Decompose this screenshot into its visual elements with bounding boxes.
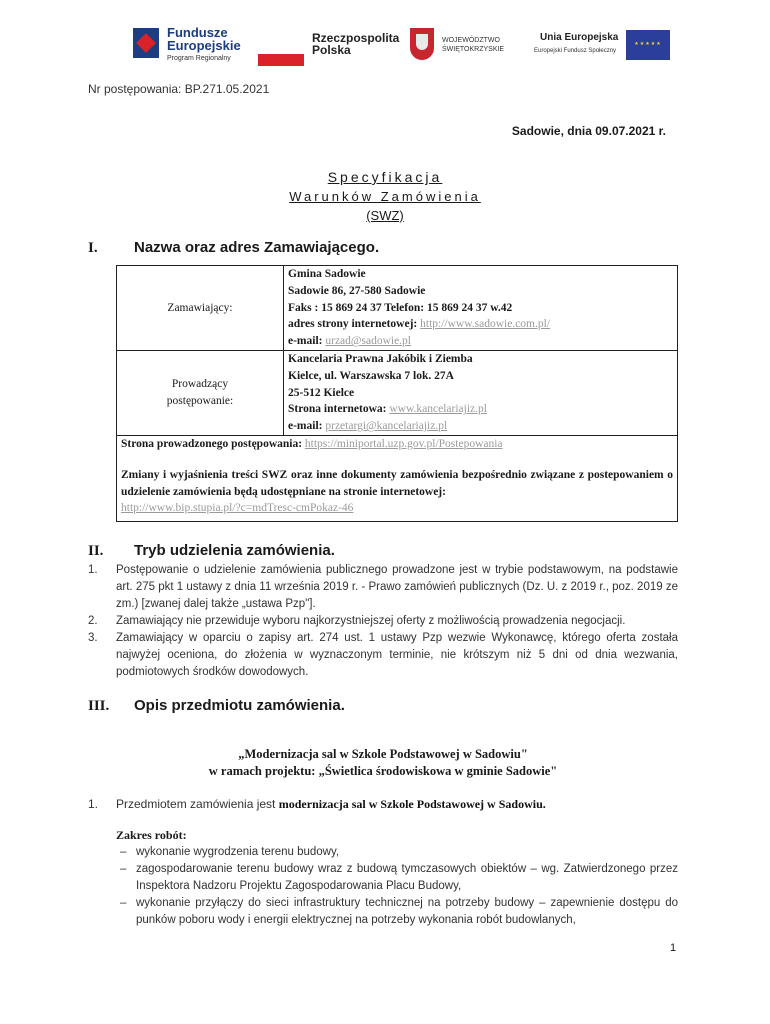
- prow-mail-row: [288, 418, 673, 435]
- logo-ue-line2: Europejski Fundusz Społeczny: [534, 48, 617, 54]
- procedure-number: Nr postępowania: BP.271.05.2021: [88, 82, 270, 96]
- logo-sw-line2: ŚWIĘTOKRZYSKIE: [442, 46, 505, 53]
- prow-mail-label: e-mail:: [288, 420, 323, 433]
- eu-flag-icon: ★★★★★: [626, 30, 670, 60]
- portal-link[interactable]: https://miniportal.uzp.gov.pl/Postepowania: [304, 437, 503, 450]
- logo-rp-text: [312, 32, 399, 56]
- zam-mail-link[interactable]: urzad@sadowie.pl: [325, 335, 411, 348]
- zam-www-link[interactable]: http://www.sadowie.com.pl/: [420, 318, 551, 331]
- table-row-portal: [117, 435, 678, 521]
- section-1-title: Nazwa oraz adres Zamawiającego.: [134, 239, 380, 256]
- list-item-number: 2.: [88, 615, 98, 627]
- section-2-title: Tryb udzielenia zamówienia.: [134, 542, 335, 559]
- prow-name: Kancelaria Prawna Jakóbik i Ziemba: [288, 352, 473, 365]
- prow-www-row: [288, 401, 673, 418]
- zamawiajacy-label: [117, 266, 284, 351]
- zam-address: Sadowie 86, 27-580 Sadowie: [288, 284, 426, 297]
- scope-label: Zakres robót:: [116, 828, 187, 842]
- zam-name: Gmina Sadowie: [288, 268, 366, 280]
- scope-item: – wykonanie wygrodzenia terenu budowy,: [116, 844, 678, 861]
- section-3-number: III.: [88, 698, 110, 714]
- section-1-number: I.: [88, 240, 98, 256]
- section-3-heading: [88, 697, 345, 715]
- logo-rp-line1: Rzeczpospolita: [312, 31, 400, 45]
- list-item-number: 3.: [88, 632, 98, 644]
- page-number: 1: [670, 942, 677, 954]
- logo-rp-line2: Polska: [312, 43, 351, 57]
- logo-ue-line1: Unia Europejska: [540, 32, 619, 43]
- prow-www-link[interactable]: www.kancelariajiz.pl: [389, 403, 487, 416]
- section-1-heading: [88, 239, 380, 257]
- subject-line2: w ramach projektu: „Świetlica środowiskowa w gminie Sadowie": [208, 764, 558, 778]
- contract-subject: [88, 746, 678, 780]
- zam-mail-label: e-mail:: [288, 335, 323, 348]
- logo-sw-text: [442, 36, 504, 54]
- subject-line1: „Modernizacja sal w Szkole Podstawowej w Sadowiu": [238, 747, 528, 761]
- logo-swietokrzyskie: [410, 28, 520, 68]
- scope-section: [88, 827, 678, 929]
- title-line3: (SWZ): [366, 208, 404, 223]
- portal-row: [121, 436, 673, 453]
- list-item-text: Zamawiający w oparciu o zapisy art. 274 ust. 1 ustawy Pzp wezwie Wykonawcę, którego oferta została najwyżej oceniona, do złożenia w wyznaczonym terminie, nie krótszym niż 5 dni od dnia wezwania, podmiotowych środków dowodowych.: [116, 632, 678, 678]
- portal-label: Strona prowadzonego postępowania:: [121, 437, 303, 450]
- prowadzacy-label: [117, 350, 284, 435]
- list-item-number: 1.: [88, 564, 98, 576]
- list-item-number: 1.: [88, 797, 99, 811]
- zam-www-label: adres strony internetowej:: [288, 318, 418, 331]
- polish-flag-icon: [258, 42, 304, 66]
- prow-www-label: Strona internetowa:: [288, 403, 387, 416]
- fe-emblem-icon: [133, 28, 159, 58]
- zam-mail-row: [288, 333, 673, 350]
- table-row-prowadzacy: [117, 350, 678, 435]
- list-item: [88, 796, 678, 813]
- table-row-zamawiajacy: [117, 266, 678, 351]
- zam-www-row: [288, 316, 673, 333]
- prow-label-line2: postępowanie:: [166, 394, 234, 407]
- contracting-authority-table: [116, 265, 678, 522]
- logo-unia-europejska: [534, 28, 674, 68]
- changes-text: Zmiany i wyjaśnienia treści SWZ oraz inne dokumenty zamówienia bezpośrednio związane z postepowaniem o udzielenie zamówienia będą udostępniane na stronie internetowej:: [121, 468, 673, 498]
- logo-fe-line3: Program Regionalny: [167, 55, 231, 62]
- section-2-heading: [88, 542, 335, 560]
- list-item: [88, 630, 678, 681]
- prow-address1: Kielce, ul. Warszawska 7 lok. 27A: [288, 369, 454, 382]
- scope-item: – wykonanie przyłączy do sieci infrastruktury technicznej na potrzeby budowy – zapewnienie dostępu do punków poboru wody i energii elektrycznej na potrzeby wykonania robót budowlanych,: [116, 895, 678, 929]
- prowadzacy-details: [284, 350, 678, 435]
- place-date: Sadowie, dnia 09.07.2021 r.: [511, 124, 666, 138]
- zam-phone: Faks : 15 869 24 37 Telefon: 15 869 24 37 w.42: [288, 301, 513, 314]
- document-title: [0, 168, 770, 225]
- list-item: [88, 613, 678, 630]
- section-3-title: Opis przedmiotu zamówienia.: [134, 697, 345, 714]
- logo-rzeczpospolita: [258, 32, 398, 66]
- zamawiajacy-details: [284, 266, 678, 351]
- prow-label-line1: Prowadzący: [171, 378, 229, 391]
- list-item-text: Postępowanie o udzielenie zamówienia publicznego prowadzone jest w trybie podstawowym, na podstawie art. 275 pkt 1 ustawy z dnia 11 września 2019 r. - Prawo zamówień publicznych (Dz. U. z 2019 r., poz. 2019 ze zm.) [zwanej dalej także „ustawa Pzp"].: [116, 564, 678, 610]
- coat-of-arms-icon: [410, 28, 434, 60]
- title-line2: Warunków Zamówienia: [289, 189, 481, 204]
- section-2-number: II.: [88, 543, 104, 559]
- portal-cell: [117, 435, 678, 521]
- zamawiajacy-label-text: Zamawiający:: [167, 301, 233, 314]
- item1-text: Przedmiotem zamówienia jest: [116, 797, 276, 811]
- section-3-content: [88, 796, 678, 929]
- logo-fe-line1: Fundusze: [167, 25, 228, 40]
- list-item: [88, 562, 678, 613]
- scope-item: – zagospodarowanie terenu budowy wraz z budową tymczasowych obiektów – wg. Zatwierdzonego przez Inspektora Nadzoru Projektu Zagospodarowania Placu Budowy,: [116, 861, 678, 895]
- prow-mail-link[interactable]: przetargi@kancelariajiz.pl: [325, 420, 448, 433]
- logo-fe-line2: Europejskie: [167, 38, 241, 53]
- section-2-list: [88, 562, 678, 681]
- prow-address2: 25-512 Kielce: [288, 386, 355, 399]
- changes-link[interactable]: http://www.bip.stupia.pl/?c=mdTresc-cmPokaz-46: [121, 502, 354, 515]
- item1-bold: modernizacja sal w Szkole Podstawowej w Sadowiu.: [278, 797, 546, 811]
- logo-sw-line1: WOJEWÓDZTWO: [442, 37, 500, 44]
- list-item-text: Zamawiający nie przewiduje wyboru najkorzystniejszej oferty z możliwością prowadzenia negocjacji.: [116, 615, 626, 627]
- title-line1: Specyfikacja: [327, 169, 443, 185]
